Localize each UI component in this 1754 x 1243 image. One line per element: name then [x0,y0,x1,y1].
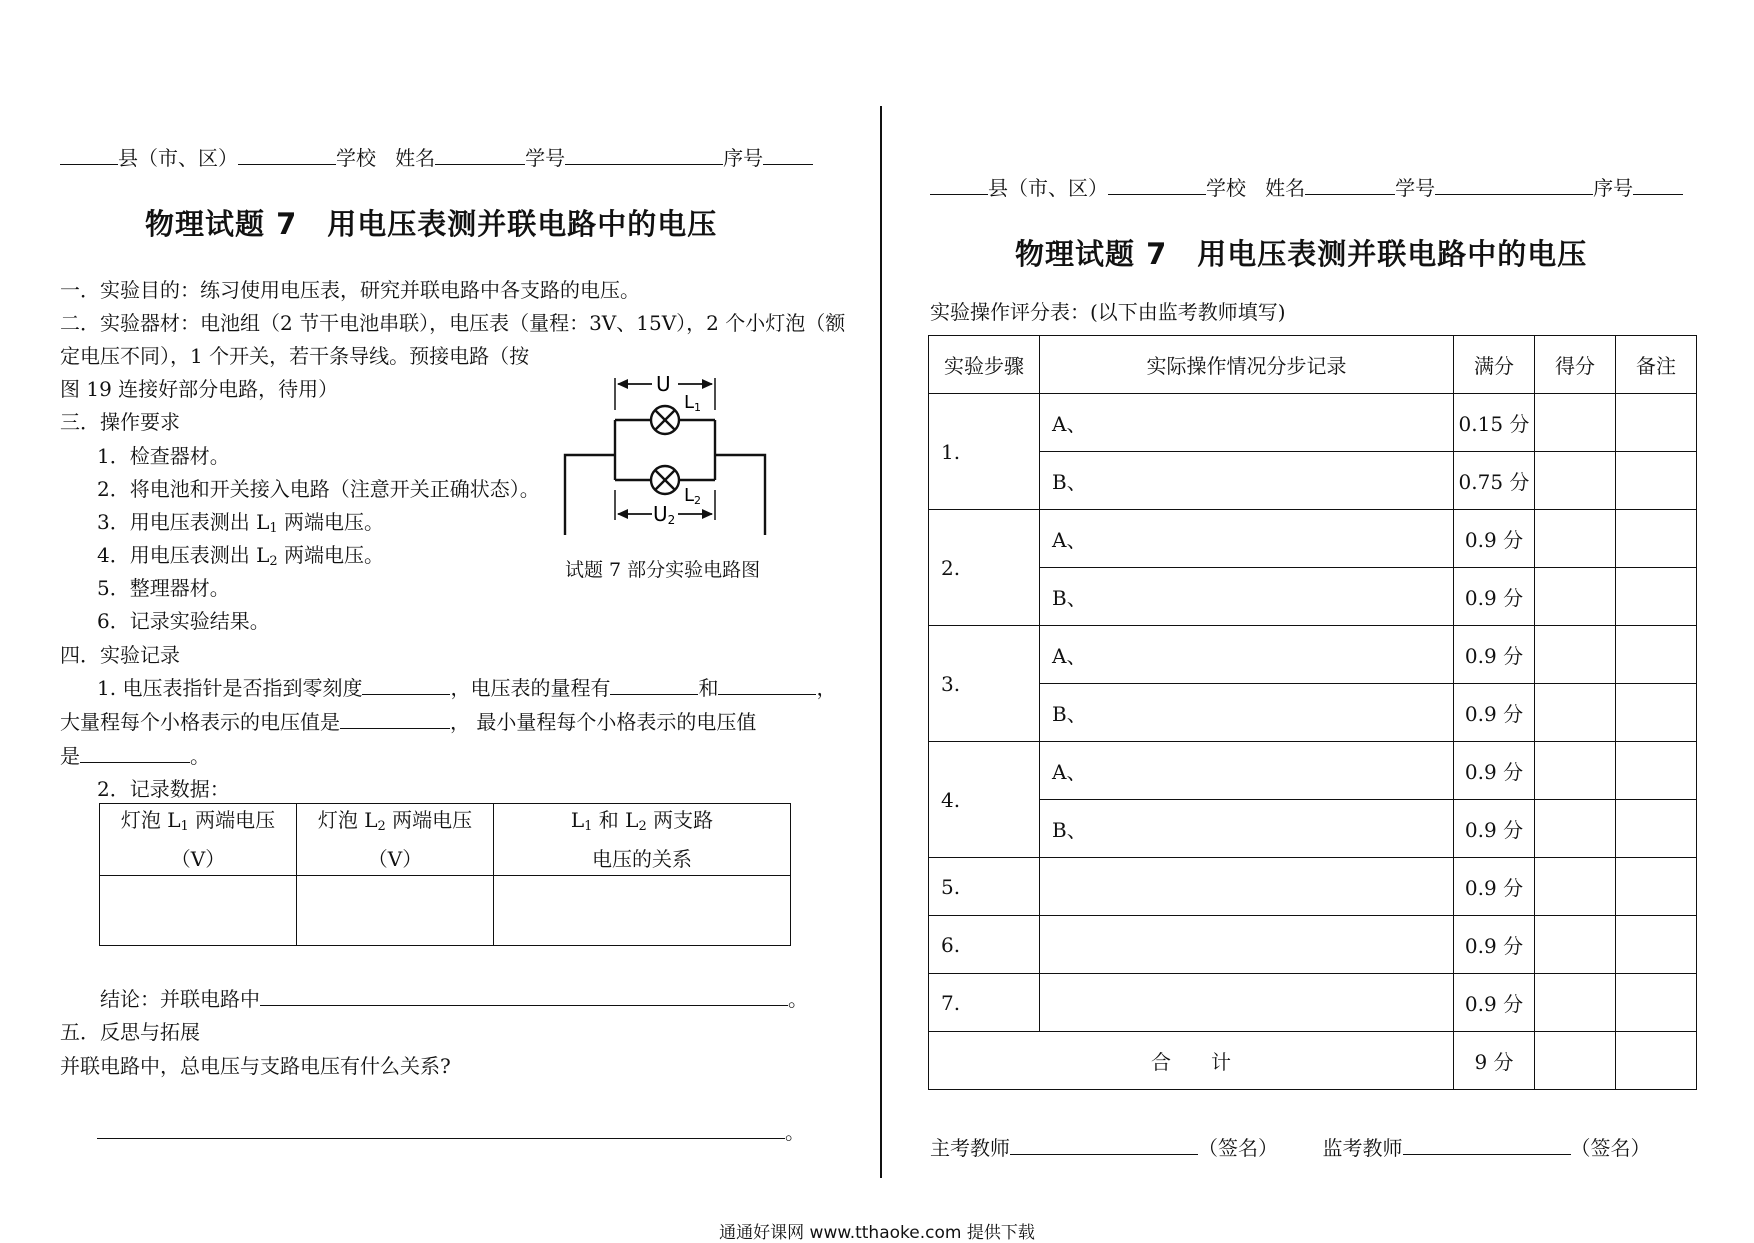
right-title: 物理试题 7 用电压表测并联电路中的电压 [1015,237,1588,271]
section-record-heading: 四．实验记录 [60,643,180,667]
step-7-score[interactable] [1535,974,1616,1032]
col-record: 实际操作情况分步记录 [1040,336,1454,394]
step-7: 7. [929,974,1040,1032]
zero-blank[interactable] [362,674,450,695]
reflection-blank[interactable] [97,1118,785,1139]
fig-l2-label: L2 [684,485,702,507]
step-2-a-score[interactable] [1535,510,1616,568]
step-5-record[interactable] [1040,858,1454,916]
county-blank-right[interactable] [930,174,988,195]
step-3-a[interactable]: A、 [1040,626,1454,684]
conclusion-line: 结论：并联电路中 。 [100,987,808,1011]
step-1-a[interactable]: A、 [1040,394,1454,452]
large-division-blank[interactable] [340,708,450,729]
record-col-relation: $L_1$ 和 $L_2$ 两支路 电压的关系 [494,804,791,876]
step-5-remark[interactable] [1616,858,1697,916]
step-5-full: 0.9 分 [1454,858,1535,916]
fig-u-label: U [656,372,671,396]
step-1-b-score[interactable] [1535,452,1616,510]
step-4-b-score[interactable] [1535,800,1616,858]
materials-line-1: 二．实验器材：电池组（2 节干电池串联），电压表（量程：3V、15V），2 个小灯泡（额 [60,311,846,335]
record-cell-l2[interactable] [297,876,494,946]
chief-sign-blank[interactable] [1010,1134,1198,1155]
step-7-remark[interactable] [1616,974,1697,1032]
name-blank-right[interactable] [1305,174,1395,195]
op-item-3: 3．用电压表测出 $L_1$ 两端电压。 [97,510,385,536]
figure-caption: 试题 7 部分实验电路图 [565,559,761,581]
step-1: 1. [929,394,1040,510]
step-1-b-full: 0.75 分 [1454,452,1535,510]
step-6-record[interactable] [1040,916,1454,974]
total-full-score: 9 分 [1454,1032,1535,1090]
step-4-a[interactable]: A、 [1040,742,1454,800]
section-ops-heading: 三．操作要求 [60,410,180,434]
record-line-2: 大量程每个小格表示的电压值是 ， 最小量程每个小格表示的电压值 [60,710,757,734]
proctor-label: 监考教师 [1322,1136,1403,1160]
step-2-a[interactable]: A、 [1040,510,1454,568]
step-3-b-remark[interactable] [1616,684,1697,742]
school-blank[interactable] [238,144,336,165]
col-full-score: 满分 [1454,336,1535,394]
total-remark[interactable] [1616,1032,1697,1090]
step-1-b[interactable]: B、 [1040,452,1454,510]
footer-credit: 通通好课网 www.tthaoke.com 提供下载 [719,1223,1035,1243]
col-score: 得分 [1535,336,1616,394]
op-item-1: 1．检查器材。 [97,444,230,468]
name-blank[interactable] [435,144,525,165]
student-no-label: 学号 [525,146,566,170]
reflection-answer-line: 。 [97,1116,805,1145]
step-1-b-remark[interactable] [1616,452,1697,510]
step-7-full: 0.9 分 [1454,974,1535,1032]
step-2: 2. [929,510,1040,626]
fig-l1-label: L1 [684,392,702,414]
record-line-1: 1. 电压表指针是否指到零刻度 ，电压表的量程有 和 ， [97,676,837,700]
step-5-score[interactable] [1535,858,1616,916]
step-4-b-full: 0.9 分 [1454,800,1535,858]
step-4-b[interactable]: B、 [1040,800,1454,858]
step-3-b[interactable]: B、 [1040,684,1454,742]
total-score[interactable] [1535,1032,1616,1090]
step-3-a-score[interactable] [1535,626,1616,684]
step-3-b-score[interactable] [1535,684,1616,742]
step-2-b-score[interactable] [1535,568,1616,626]
step-3-b-full: 0.9 分 [1454,684,1535,742]
seq-blank[interactable] [763,144,813,165]
op-item-2: 2．将电池和开关接入电路（注意开关正确状态）。 [97,477,540,501]
range-blank-2[interactable] [718,674,816,695]
step-4: 4. [929,742,1040,858]
step-6-remark[interactable] [1616,916,1697,974]
step-3: 3. [929,626,1040,742]
step-2-b-remark[interactable] [1616,568,1697,626]
right-header: 县（市、区） 学校 姓名 学号 序号 [930,172,1683,201]
county-blank[interactable] [60,144,118,165]
left-header [60,142,813,171]
op-item-5: 5．整理器材。 [97,576,230,600]
step-6-score[interactable] [1535,916,1616,974]
seq-label: 序号 [723,146,764,170]
county-label: 县（市、区） [118,146,238,170]
step-2-b-full: 0.9 分 [1454,568,1535,626]
small-division-blank[interactable] [80,742,190,763]
step-4-a-full: 0.9 分 [1454,742,1535,800]
step-1-a-remark[interactable] [1616,394,1697,452]
step-7-record[interactable] [1040,974,1454,1032]
materials-line-2: 定电压不同），1 个开关，若干条导线。预接电路（按 [60,344,530,368]
record-cell-l1[interactable] [100,876,297,946]
record-table [99,803,791,946]
student-no-blank[interactable] [565,144,723,165]
seq-blank-right[interactable] [1633,174,1683,195]
step-4-a-remark[interactable] [1616,742,1697,800]
step-2-b[interactable]: B、 [1040,568,1454,626]
total-label: 合 计 [929,1032,1454,1090]
step-6: 6. [929,916,1040,974]
circuit-diagram [560,370,770,540]
op-item-4: 4．用电压表测出 $L_2$ 两端电压。 [97,543,385,569]
record-col-l1: 灯泡 $L_1$ 两端电压 （V） [100,804,297,876]
step-5: 5. [929,858,1040,916]
proctor-sign-label: （签名） [1570,1136,1651,1160]
section-reflection-heading: 五．反思与拓展 [60,1020,200,1044]
record-line-3: 是 。 [60,744,210,768]
purpose-line: 一．实验目的：练习使用电压表，研究并联电路中各支路的电压。 [60,278,640,302]
materials-line-3: 图 19 连接好部分电路，待用） [60,377,339,401]
step-3-a-full: 0.9 分 [1454,626,1535,684]
record-data-heading: 2．记录数据： [97,777,230,801]
fig-u2-label: U2 [653,502,676,527]
record-cell-relation[interactable] [494,876,791,946]
chief-label: 主考教师 [930,1136,1010,1160]
step-6-full: 0.9 分 [1454,916,1535,974]
step-2-a-remark[interactable] [1616,510,1697,568]
name-label: 姓名 [395,146,436,170]
step-1-a-score[interactable] [1535,394,1616,452]
op-item-6: 6．记录实验结果。 [97,609,270,633]
score-table [928,335,1697,1090]
school-blank-right[interactable] [1108,174,1206,195]
score-table-subtitle: 实验操作评分表：(以下由监考教师填写) [930,300,1286,324]
step-4-a-score[interactable] [1535,742,1616,800]
conclusion-blank[interactable] [260,985,788,1006]
student-no-blank-right[interactable] [1435,174,1593,195]
col-remark: 备注 [1616,336,1697,394]
col-step: 实验步骤 [929,336,1040,394]
signature-line [930,1132,1651,1161]
step-3-a-remark[interactable] [1616,626,1697,684]
proctor-sign-blank[interactable] [1403,1134,1571,1155]
reflection-question: 并联电路中，总电压与支路电压有什么关系? [60,1054,451,1078]
step-4-b-remark[interactable] [1616,800,1697,858]
step-2-a-full: 0.9 分 [1454,510,1535,568]
school-label: 学校 [336,146,376,170]
record-col-l2: 灯泡 $L_2$ 两端电压 （V） [297,804,494,876]
step-1-a-full: 0.15 分 [1454,394,1535,452]
range-blank-1[interactable] [610,674,698,695]
page-divider [880,106,882,1178]
chief-sign-label: （签名） [1198,1136,1278,1160]
left-title: 物理试题 7 用电压表测并联电路中的电压 [145,207,718,241]
